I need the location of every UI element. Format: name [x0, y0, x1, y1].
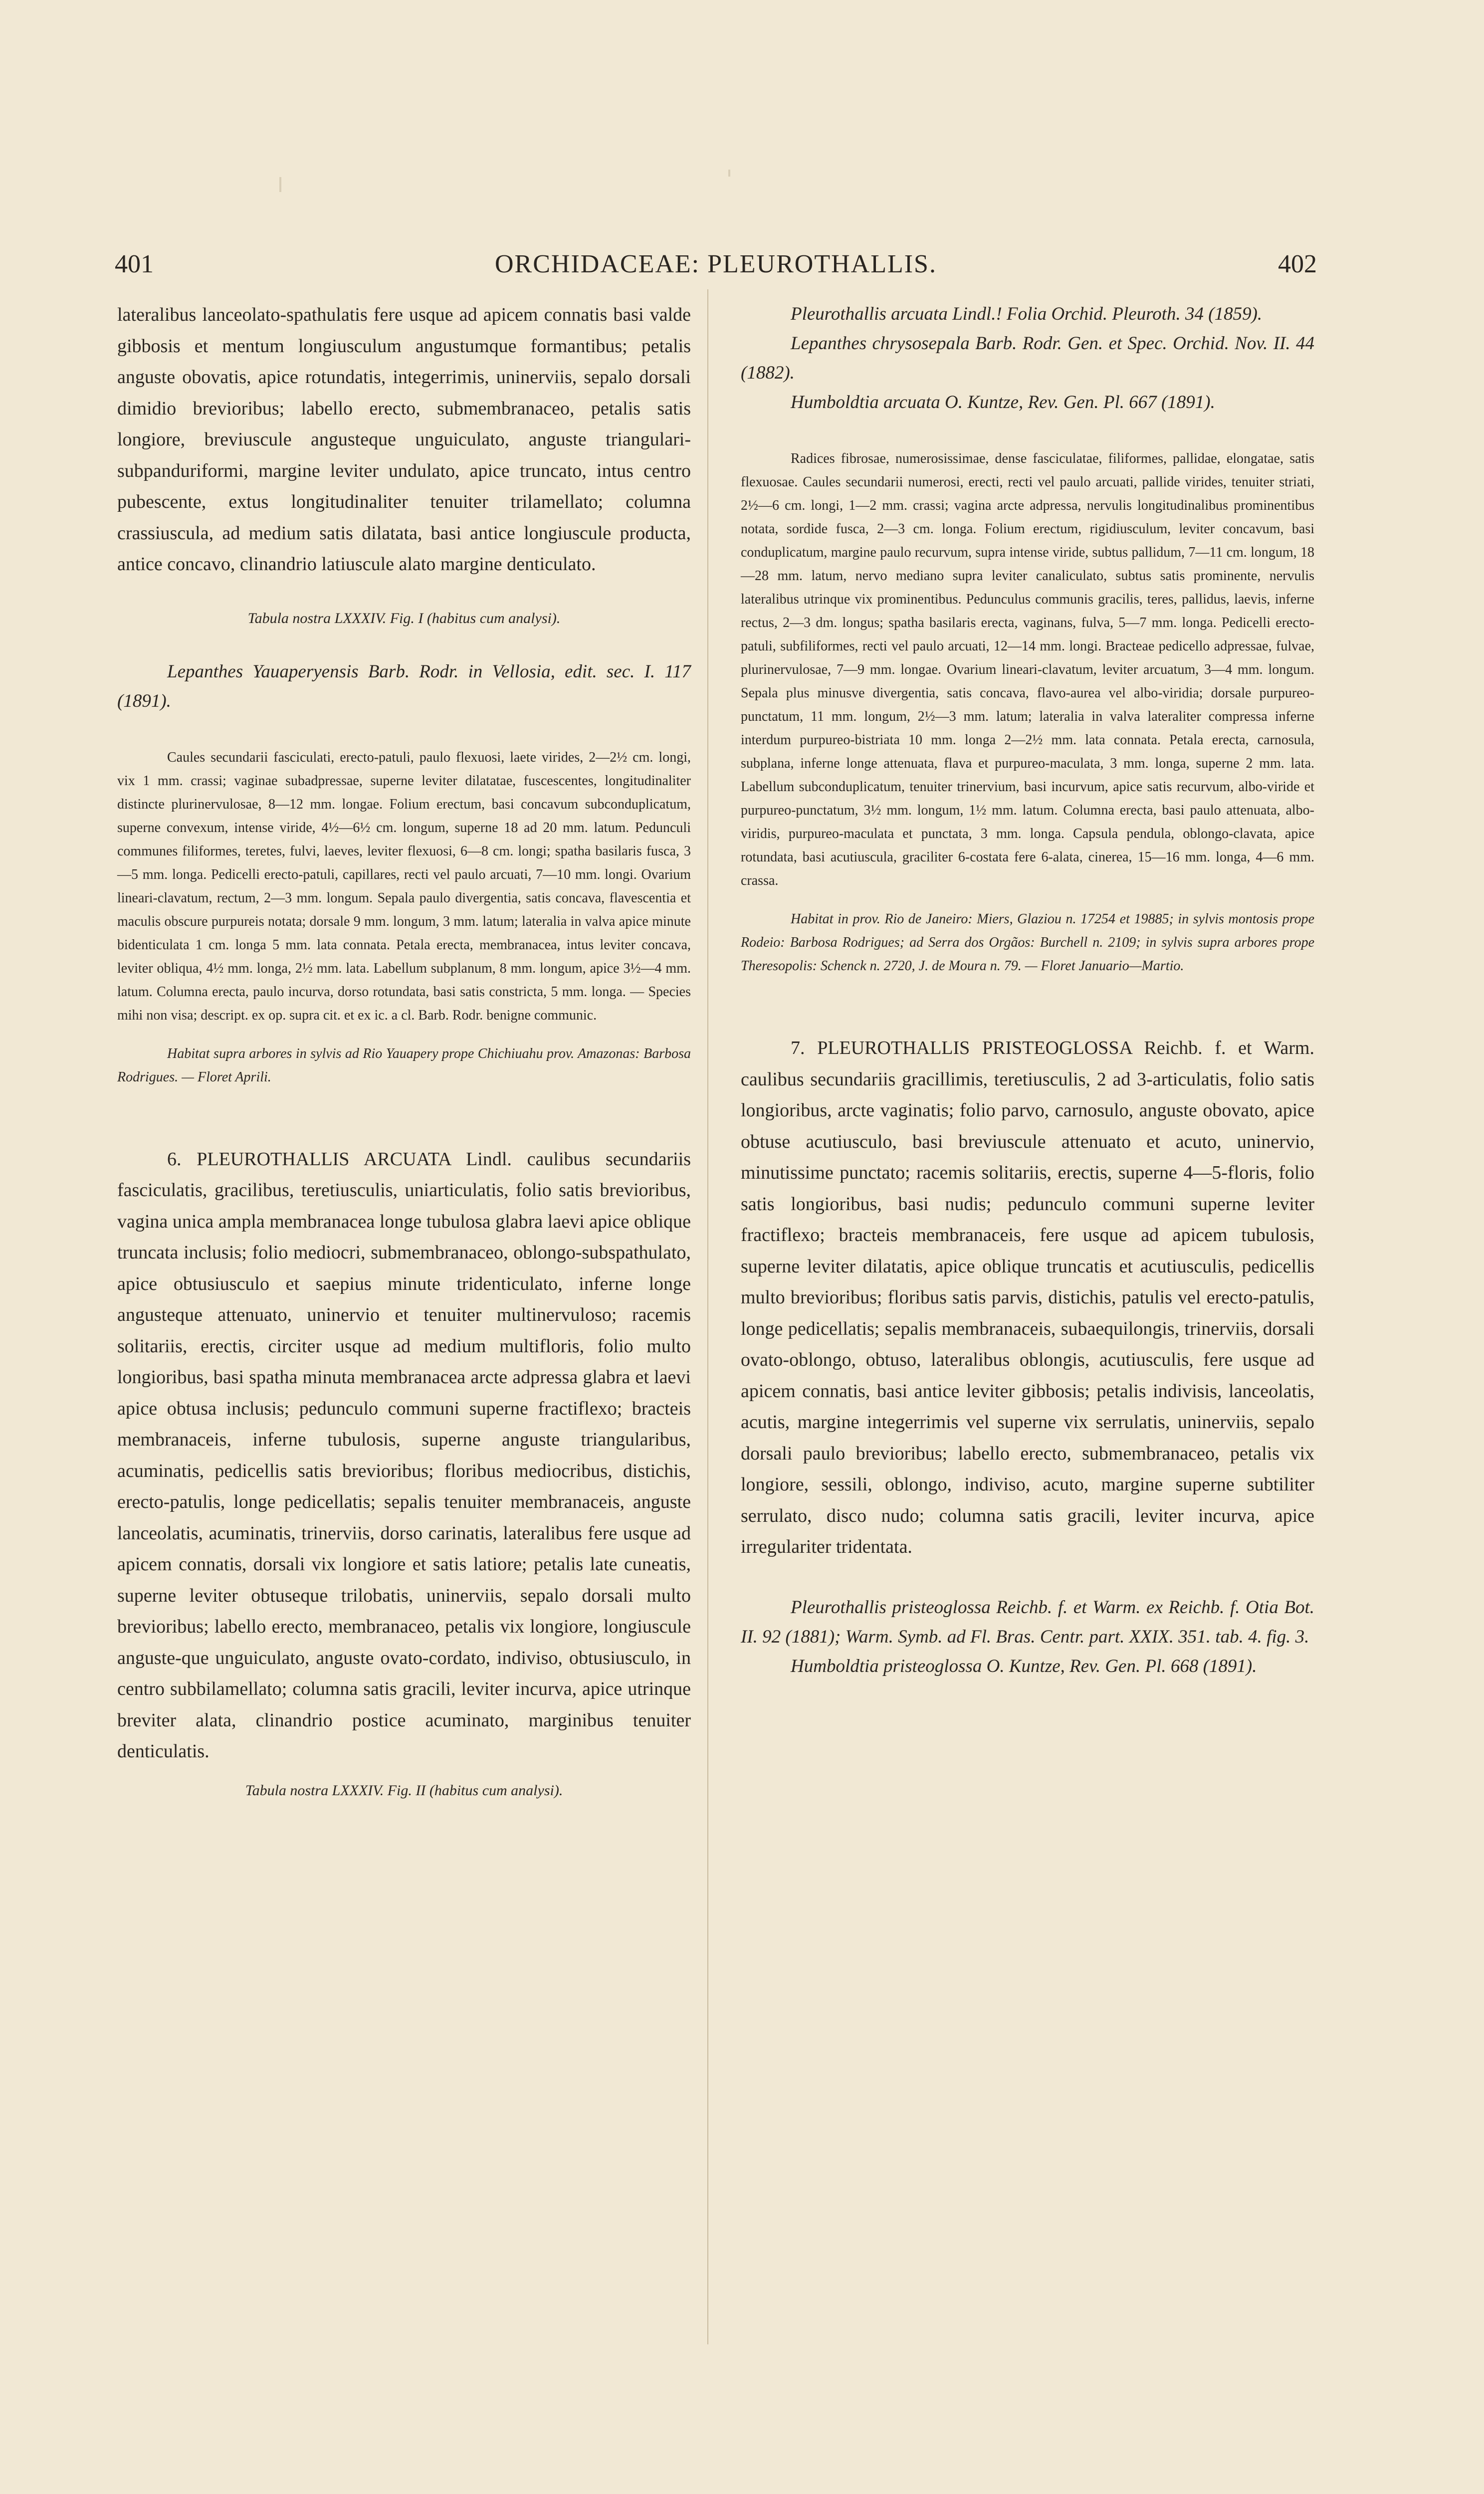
synonym-citation: Humboldtia pristeoglossa O. Kuntze, Rev. Gen. Pl. 668 (1891).	[791, 1656, 1257, 1676]
species-entry-7: 7. PLEUROTHALLIS PRISTEOGLOSSA Reichb. f. et Warm. caulibus secundariis gracillimis, teretiusculis, 2 ad 3-articulatis, folio satis longioribus, arcte vaginatis; folio parvo, carnosulo, anguste obovato, apice obtuse acutiusculo, basi breviuscule attenuato et acuto, uninervio, minutissime punctato; racemis solitariis, erectis, superne 4—5-floris, folio satis longioribus, basi nudis; pedunculo communi superne leviter fractiflexo; bracteis membranaceis, fere usque ad apicem tubulosis, superne leviter dilatatis, apice oblique truncatis et acutiusculis, pedicellis multo brevioribus; floribus satis parvis, distichis, patulis vel erecto-patulis, longe pedicellatis; sepalis membranaceis, subaequilongis, trinerviis, dorsali ovato-oblongo, obtuso, lateralibus oblongis, acutiusculis, fere usque ad apicem connatis, basi antice leviter gibbosis; petalis indivisis, lanceolatis, acutis, margine integerrimis vel superne vix serrulatis, uninerviis, sepalo dorsali paulo brevioribus; labello erecto, submembranaceo, petalis vix longiore, sessili, oblongo, indiviso, acuto, margine superne subtiliter serrulato, disco nudo; columna satis gracili, leviter incurva, apice irregulariter tridentata.	[741, 1038, 1314, 1557]
paper-mark	[279, 177, 281, 192]
species-entry-6: 6. PLEUROTHALLIS ARCUATA Lindl. caulibus secundariis fasciculatis, gracilibus, teretiusculis, uniarticulatis, folio satis brevioribus, vagina unica ampla membranacea longe tubulosa glabra laevi apice oblique truncata inclusis; folio mediocri, submembranaceo, oblongo-subspathulato, apice obtusiusculo et saepius minute tridenticulato, inferne longe angusteque attenuato, uninervio et tenuiter multinervuloso; racemis solitariis, erectis, circiter usque ad medium multifloris, folio multo longioribus, basi spatha minuta membranacea arcte adpressa glabra et laevi apice obtusa inclusis; pedunculo communi superne fractiflexo; bracteis membranaceis, inferne tubulosis, superne anguste triangularibus, acuminatis, pedicellis satis brevioribus; floribus mediocribus, distichis, erecto-patulis, longe pedicellatis; sepalis tenuiter membranaceis, anguste lanceolatis, acuminatis, trinerviis, dorso carinatis, lateralibus fere usque ad apicem connatis, dorsali vix longiore et satis latiore; petalis late cuneatis, superne leviter obtuseque trilobatis, uninerviis, sepalo dorsali multo brevioribus; labello erecto, membranaceo, petalis vix longiore, longiuscule anguste-que unguiculato, anguste ovato-cordato, indiviso, obtusiusculo, in centro subbilamellato; columna satis gracili, leviter incurva, apice utrinque breviter alata, clinandrio postice acuminato, marginibus tenuiter denticulatis.	[117, 1148, 691, 1762]
synonym-citation: Pleurothallis pristeoglossa Reichb. f. et Warm. ex Reichb. f. Otia Bot. II. 92 (1881); Warm. Symb. ad Fl. Bras. Centr. part. XXIX. 351. tab. 4. fig. 3.	[741, 1597, 1314, 1647]
column-divider	[707, 289, 708, 2344]
page-number-right: 402	[1278, 250, 1317, 278]
synonym-citation: Pleurothallis arcuata Lindl.! Folia Orchid. Pleuroth. 34 (1859).	[791, 304, 1263, 324]
species-description-continued: lateralibus lanceolato-spathulatis fere usque ad apicem connatis basi valde gibbosis et mentum longiusculum angustumque formantibus; petalis anguste obovatis, apice rotundatis, integerrimis, uninerviis, sepalo dorsali dimidio brevioribus; labello erecto, submembranaceo, petalis satis longiore, breviuscule angusteque unguiculato, anguste triangulari-subpanduriformi, margine leviter undulato, apice truncato, intus centro pubescente, extus longitudinaliter tenuiter trilamellato; columna crassiuscula, ad medium satis dilatata, basi antice longiuscule producta, antice concavo, clinandrio latiuscule alato margine denticulato.	[117, 304, 691, 575]
left-column	[117, 299, 691, 1799]
habitat-note: Habitat supra arbores in sylvis ad Rio Yauapery prope Chichiuahu prov. Amazonas: Barbosa Rodrigues. — Floret Aprili.	[117, 1045, 691, 1085]
synonym-citation: Humboldtia arcuata O. Kuntze, Rev. Gen. Pl. 667 (1891).	[791, 392, 1215, 413]
right-column	[741, 299, 1314, 1681]
page-number-left: 401	[115, 250, 154, 278]
running-header	[115, 249, 1317, 284]
plate-caption: Tabula nostra LXXXIV. Fig. I (habitus cum analysi).	[247, 610, 561, 626]
synonym-citation: Lepanthes chrysosepala Barb. Rodr. Gen. et Spec. Orchid. Nov. II. 44 (1882).	[741, 333, 1314, 383]
plate-caption: Tabula nostra LXXXIV. Fig. II (habitus cum analysi).	[245, 1782, 563, 1799]
habitat-note: Habitat in prov. Rio de Janeiro: Miers, Glaziou n. 17254 et 19885; in sylvis montosis prope Rodeio: Barbosa Rodrigues; ad Serra dos Orgãos: Burchell n. 2109; in sylvis supra arbores prope Theresopolis: Schenck n. 2720, J. de Moura n. 79. — Floret Januario—Martio.	[741, 911, 1314, 974]
running-title: ORCHIDACEAE: PLEUROTHALLIS.	[495, 250, 937, 278]
detailed-description: Caules secundarii fasciculati, erecto-patuli, paulo flexuosi, laete virides, 2—2½ cm. longi, vix 1 mm. crassi; vaginae subadpressae, superne leviter dilatatae, fuscescentes, longitudinaliter distincte plurinervulosae, 8—12 mm. longae. Folium erectum, basi concavum subconduplicatum, superne convexum, intense viride, 4½—6½ cm. longum, superne 18 ad 20 mm. latum. Pedunculi communes filiformes, teretes, fulvi, laeves, leviter flexuosi, 6—8 cm. longi; spatha basilaris fusca, 3—5 mm. longa. Pedicelli erecto-patuli, capillares, recti vel paulo arcuati, 7—10 mm. longi. Ovarium lineari-clavatum, rectum, 2—3 mm. longum. Sepala paulo divergentia, satis concava, flavescentia et maculis obscure purpureis notata; dorsale 9 mm. longum, 3 mm. latum; lateralia in valva apice minute bidenticulata 1 cm. longa 5 mm. lata connata. Petala erecta, membranacea, intus leviter concava, leviter obliqua, 4½ mm. longa, 2½ mm. lata. Labellum subplanum, 8 mm. longum, apice 3½—4 mm. latum. Columna erecta, paulo incurva, dorso rotundata, basi satis constricta, 5 mm. longa. — Species mihi non visa; descript. ex op. supra cit. et ex ic. a cl. Barb. Rodr. benigne communic.	[117, 749, 691, 1023]
detailed-description: Radices fibrosae, numerosissimae, dense fasciculatae, filiformes, pallidae, elongatae, satis flexuosae. Caules secundarii numerosi, erecti, recti vel paulo arcuati, pallide virides, tenuiter striati, 2½—6 cm. longi, 1—2 mm. crassi; vagina arcte adpressa, nervulis longitudinalibus prominentibus notata, sordide fusca, 2—3 cm. longa. Folium erectum, rigidiusculum, leviter concavum, basi conduplicatum, margine paulo recurvum, supra intense viride, subtus pallidum, 7—11 cm. longum, 18—28 mm. latum, nervo mediano supra leviter canaliculato, subtus satis prominente, nervulis lateralibus utrinque vix prominentibus. Pedunculus communis gracilis, teres, pallidus, laevis, inferne rectus, 2—3 dm. longus; spatha basilaris erecta, vaginans, fulva, 5—7 mm. longa. Pedicelli erecto-patuli, subfiliformes, recti vel paulo arcuati, 12—14 mm. longi. Bracteae pedicello adpressae, fulvae, plurinervulosae, 7—9 mm. longae. Ovarium lineari-clavatum, leviter arcuatum, 3—4 mm. longum. Sepala plus minusve divergentia, satis concava, flavo-aurea vel albo-viridia; dorsale purpureo-punctatum, 11 mm. longum, 2½—3 mm. latum; lateralia in valva lateraliter compressa inferne interdum purpureo-bistriata 10 mm. longa 2—2½ mm. lata connata. Petala erecta, carnosula, subplana, inferne longe attenuata, flava et purpureo-maculata, 3 mm. longa, superne 2 mm. lata. Labellum subconduplicatum, tenuiter trinervium, basi incurvum, apice satis recurvum, albo-viride et purpureo-punctatum, 3½ mm. longum, 1½ mm. latum. Columna erecta, basi paulo attenuata, albo-viridis, purpureo-maculata et punctata, 3 mm. longa. Capsula pendula, oblongo-clavata, apice rotundata, basi acutiuscula, graciliter 6-costata fere 6-alata, cinerea, 15—16 mm. longa, 4—6 mm. crassa.	[741, 451, 1314, 888]
synonym-citation: Lepanthes Yauaperyensis Barb. Rodr. in Vellosia, edit. sec. I. 117 (1891).	[117, 661, 691, 711]
paper-mark	[728, 170, 730, 177]
